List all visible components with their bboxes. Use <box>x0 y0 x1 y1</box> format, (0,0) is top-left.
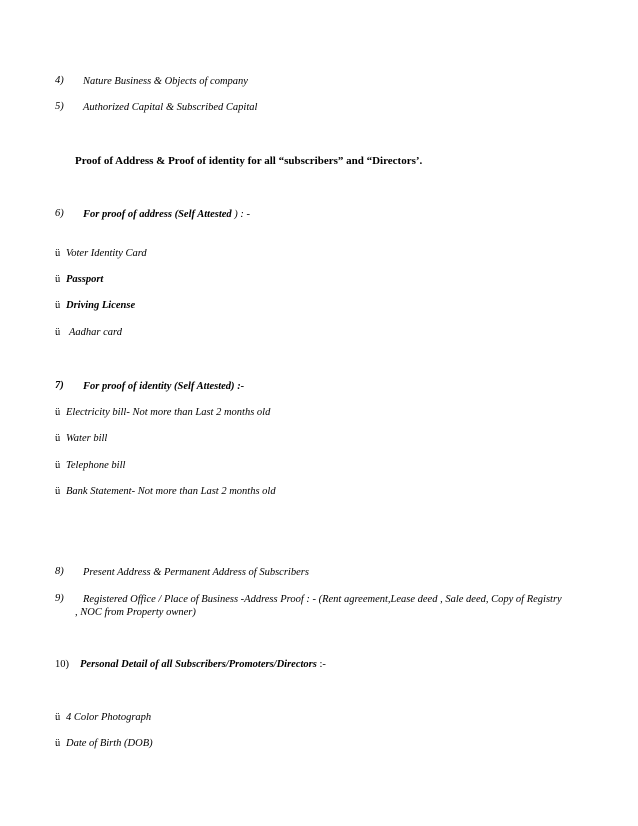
item-number: 9) <box>55 593 64 604</box>
section-heading: Proof of Address & Proof of identity for all “subscribers” and “Directors’. <box>75 155 423 167</box>
list-item: Bank Statement- Not more than Last 2 months old <box>66 486 276 497</box>
item-text-rest: ) : - <box>231 209 251 220</box>
list-item: Passport <box>66 274 104 285</box>
list-item: Telephone bill <box>66 460 126 471</box>
item-text: Authorized Capital & Subscribed Capital <box>83 102 258 113</box>
list-item: Electricity bill- Not more than Last 2 months old <box>66 407 271 418</box>
checkmark-icon: ü <box>55 486 61 497</box>
list-item: Water bill <box>66 433 108 444</box>
list-item: Voter Identity Card <box>66 248 147 259</box>
item-text-continued: , NOC from Property owner) <box>75 607 196 618</box>
item-text-rest: :- <box>234 381 245 392</box>
checkmark-icon: ü <box>55 433 61 444</box>
list-item: Aadhar card <box>69 327 122 338</box>
item-text: Nature Business & Objects of company <box>83 76 248 87</box>
item-text <box>83 208 250 221</box>
checkmark-icon: ü <box>55 738 61 749</box>
checkmark-icon: ü <box>55 300 61 311</box>
item-number: 5) <box>55 101 64 112</box>
item-number: 6) <box>55 208 64 219</box>
item-text: Registered Office / Place of Business -Address Proof : - (Rent agreement,Lease deed , Sale deed, Copy of Registry <box>83 594 562 605</box>
item-text <box>80 658 326 671</box>
item-text-bold: For proof of address (Self Attested <box>83 209 232 220</box>
checkmark-icon: ü <box>55 248 61 259</box>
item-number: 7) <box>55 380 64 391</box>
item-number: 8) <box>55 566 64 577</box>
item-number: 4) <box>55 75 64 86</box>
list-item: 4 Color Photograph <box>66 712 152 723</box>
checkmark-icon: ü <box>55 407 61 418</box>
list-item: Driving License <box>66 300 136 311</box>
checkmark-icon: ü <box>55 274 61 285</box>
item-text-bold: For proof of identity (Self Attested) <box>83 381 235 392</box>
checkmark-icon: ü <box>55 712 61 723</box>
item-text-rest: :- <box>316 659 326 670</box>
list-item: Date of Birth (DOB) <box>66 738 153 749</box>
item-text-bold: Personal Detail of all Subscribers/Promoters/Directors <box>80 659 317 670</box>
checkmark-icon: ü <box>55 327 61 338</box>
item-text: Present Address & Permanent Address of Subscribers <box>83 567 309 578</box>
item-text <box>83 380 244 393</box>
checkmark-icon: ü <box>55 460 61 471</box>
item-number: 10) <box>55 659 69 670</box>
